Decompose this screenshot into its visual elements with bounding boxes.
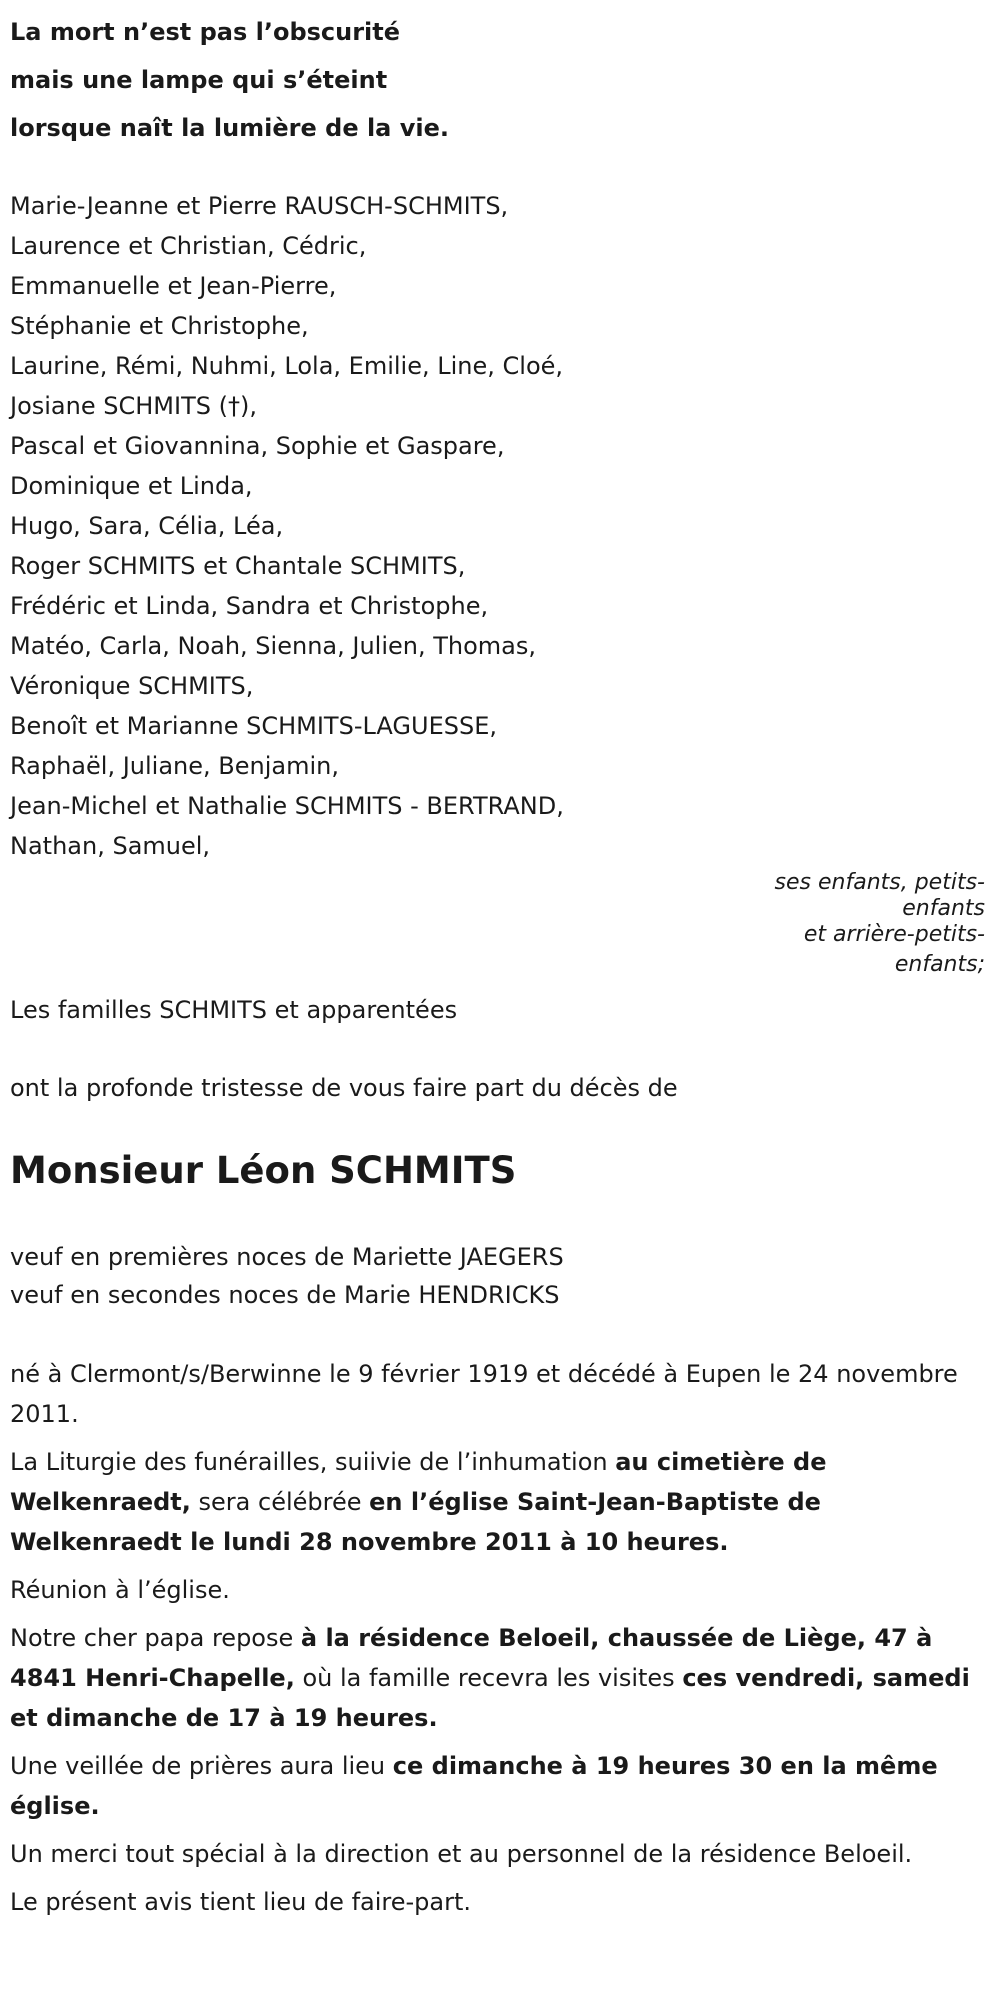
family-relation	[10, 870, 985, 982]
family-line: Dominique et Linda,	[10, 472, 253, 500]
family-line: Pascal et Giovannina, Sophie et Gaspare,	[10, 432, 505, 460]
resting-text: où la famille recevra les visites	[294, 1664, 683, 1692]
funeral-church: en l’église Saint-Jean-Baptiste de Welkenraedt le lundi 28 novembre 2011 à 10 heures.	[10, 1488, 821, 1556]
families-line: Les familles SCHMITS et apparentées	[10, 996, 458, 1024]
family-line: Stéphanie et Christophe,	[10, 312, 309, 340]
family-line: Nathan, Samuel,	[10, 832, 211, 860]
funeral-text: sera célébrée	[190, 1488, 370, 1516]
reunion: Réunion à l’église.	[10, 1576, 230, 1604]
announcement: ont la profonde tristesse de vous faire part du décès de	[10, 1074, 678, 1102]
obituary-notice	[10, 0, 985, 1922]
family-line: Hugo, Sara, Célia, Léa,	[10, 512, 284, 540]
relation-line: enfants	[902, 896, 985, 921]
family-line: Véronique SCHMITS,	[10, 672, 254, 700]
family-line: Matéo, Carla, Noah, Sienna, Julien, Thomas,	[10, 632, 536, 660]
relation-line: enfants;	[894, 952, 985, 977]
quote-line: La mort n’est pas l’obscurité	[10, 18, 401, 46]
widow-line: veuf en secondes noces de Marie HENDRICKS	[10, 1281, 560, 1309]
family-line: Roger SCHMITS et Chantale SCHMITS,	[10, 552, 466, 580]
widow-block	[10, 1238, 985, 1314]
deceased-name: Monsieur Léon SCHMITS	[10, 1149, 517, 1192]
quote-line: lorsque naît la lumière de la vie.	[10, 114, 449, 142]
resting-place: à la résidence Beloeil, chaussée de Liège, 47 à 4841 Henri-Chapelle,	[10, 1624, 933, 1692]
funeral-details	[10, 1442, 985, 1562]
notice: Le présent avis tient lieu de faire-part.	[10, 1888, 472, 1916]
family-line: Josiane SCHMITS (†),	[10, 392, 257, 420]
vigil-text: Une veillée de prières aura lieu	[10, 1752, 393, 1780]
family-line: Laurence et Christian, Cédric,	[10, 232, 367, 260]
family-line: Raphaël, Juliane, Benjamin,	[10, 752, 339, 780]
vigil-details	[10, 1746, 985, 1826]
family-line: Marie-Jeanne et Pierre RAUSCH-SCHMITS,	[10, 192, 509, 220]
relation-line: ses enfants, petits-	[774, 870, 985, 895]
funeral-cemetery: au cimetière de Welkenraedt,	[10, 1448, 827, 1516]
family-line: Jean-Michel et Nathalie SCHMITS - BERTRAND,	[10, 792, 564, 820]
vigil-time: ce dimanche à 19 heures 30 en la même église.	[10, 1752, 938, 1820]
family-line: Benoît et Marianne SCHMITS-LAGUESSE,	[10, 712, 497, 740]
visiting-hours: ces vendredi, samedi et dimanche de 17 à 19 heures.	[10, 1664, 970, 1732]
funeral-text: La Liturgie des funérailles, suiivie de l’inhumation	[10, 1448, 616, 1476]
family-list	[10, 186, 985, 866]
opening-quote	[10, 0, 985, 152]
birth-death: né à Clermont/s/Berwinne le 9 février 1919 et décédé à Eupen le 24 novembre 2011.	[10, 1360, 958, 1428]
family-line: Emmanuelle et Jean-Pierre,	[10, 272, 337, 300]
resting-details	[10, 1618, 985, 1738]
widow-line: veuf en premières noces de Mariette JAEGERS	[10, 1243, 564, 1271]
quote-line: mais une lampe qui s’éteint	[10, 66, 388, 94]
family-line: Frédéric et Linda, Sandra et Christophe,	[10, 592, 489, 620]
relation-line: et arrière-petits-	[803, 922, 985, 947]
family-line: Laurine, Rémi, Nuhmi, Lola, Emilie, Line, Cloé,	[10, 352, 564, 380]
thanks: Un merci tout spécial à la direction et au personnel de la résidence Beloeil.	[10, 1840, 913, 1868]
resting-text: Notre cher papa repose	[10, 1624, 301, 1652]
